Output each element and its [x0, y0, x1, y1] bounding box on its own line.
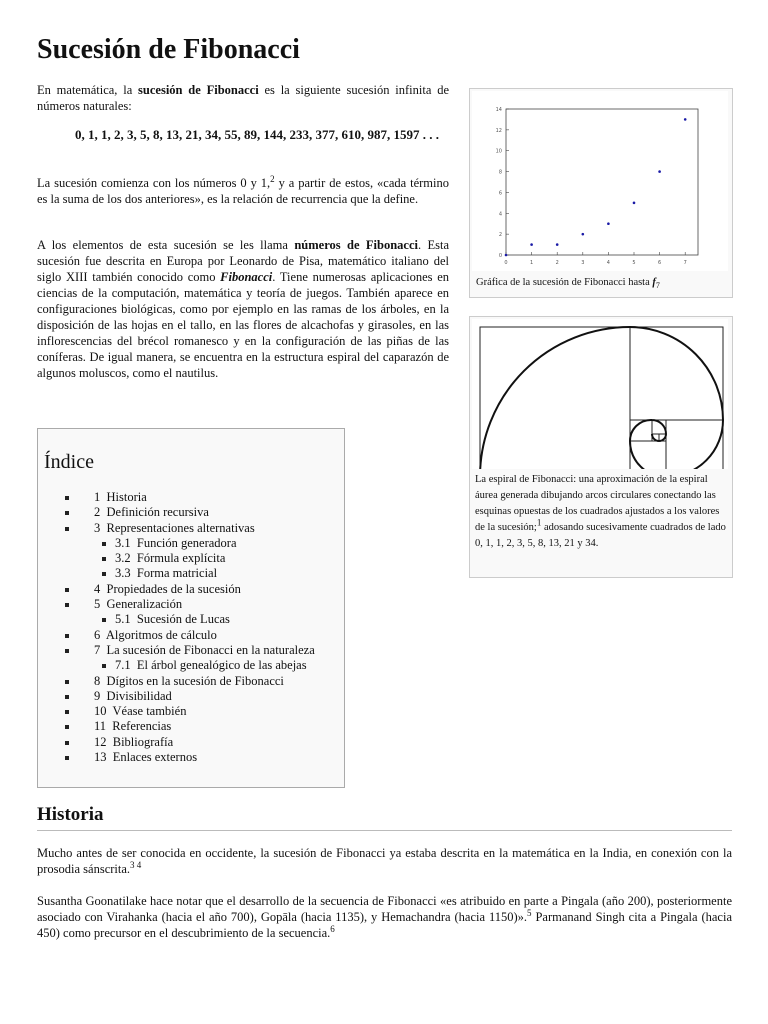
x-tick-label: 2 [555, 260, 559, 266]
toc-label: El árbol genealógico de las abejas [136, 658, 307, 673]
intro-paragraph-1: En matemática, la sucesión de Fibonacci es la siguiente sucesión infinita de números naturales: [37, 83, 449, 113]
toc-number: 11 [94, 719, 107, 734]
spiral-square-13 [630, 327, 723, 420]
toc-label: Forma matricial [136, 566, 218, 581]
x-tick-label: 3 [581, 260, 585, 266]
toc-label: Véase también [112, 704, 187, 719]
toc-label: Definición recursiva [106, 505, 209, 520]
data-point [556, 243, 559, 246]
section-heading-historia: Historia [37, 804, 104, 825]
toc-number: 3 [94, 520, 101, 535]
toc-item-3[interactable] [38, 521, 315, 536]
y-tick-label: 6 [498, 190, 502, 197]
y-tick-label: 2 [498, 232, 502, 239]
toc-item-5-1[interactable] [38, 612, 315, 627]
y-tick-label: 12 [495, 127, 502, 134]
data-point [505, 254, 508, 257]
toc-item-1[interactable] [38, 490, 315, 505]
page-title: Sucesión de Fibonacci [37, 34, 300, 65]
data-point [530, 243, 533, 246]
toc-item-9[interactable] [38, 689, 315, 704]
citation-3-4[interactable]: 3 4 [130, 859, 142, 870]
toc-item-6[interactable] [38, 628, 315, 643]
toc-label: Historia [106, 490, 147, 504]
toc-label: Fórmula explícita [136, 551, 226, 566]
intro-paragraph-2: La sucesión comienza con los números 0 y 1,$^2$ y a partir de estos, «cada término es la suma de los dos anteriores», es la relación de recurrencia que la define. [37, 173, 449, 206]
y-tick-label: 4 [498, 211, 502, 218]
toc-item-7[interactable] [38, 643, 315, 658]
toc-label: Dígitos en la sucesión de Fibonacci [106, 673, 284, 688]
toc-label: Divisibilidad [106, 688, 172, 703]
toc-label: Propiedades de la sucesión [106, 581, 241, 596]
toc-number: 2 [94, 505, 101, 520]
toc-number: 7 [94, 642, 101, 657]
section-divider [37, 830, 732, 831]
toc-title: Índice [44, 451, 94, 473]
spiral-frame[interactable] [472, 319, 728, 469]
toc-number: 3.1 [115, 535, 131, 550]
x-tick-label: 5 [632, 260, 636, 266]
spiral-square-8 [666, 420, 723, 469]
figure-2-caption: La espiral de Fibonacci: una aproximación de la espiral áurea generada dibujando arcos circulares conectando las esquinas opuestas de los cuadrados ajustados a los valores de la sucesión;$^1$ adosando sucesivamente cuadrados de lado 0, 1, 1, 2, 3, 5, 8, 13, 21 y 34. [475, 474, 726, 549]
fibonacci-scatter-chart [472, 91, 728, 271]
intro-paragraph-3: A los elementos de esta sucesión se les llama números de Fibonacci. Esta sucesión fue descrita en Europa por Leonardo de Pisa, matemático italiano del siglo XIII también conocido como Fibonacci. Tiene numerosas aplicaciones en ciencias de la computación, matemática y teoría de juegos. También aparece en configuraciones biológicas, como por ejemplo en las ramas de los árboles, en la disposición de las hojas en el tallo, en las flores de alcachofas y girasoles, en las inflorescencias del brécol romanesco y en la configuración de las piñas de las coníferas. De igual manera, se encuentra en la estructura espiral del caparazón de algunos moluscos, como el nautilus. [37, 238, 449, 380]
toc-number: 3.3 [115, 566, 131, 581]
toc-number: 7.1 [115, 658, 131, 673]
toc-item-4[interactable] [38, 582, 315, 597]
chart-axes-frame [506, 109, 698, 255]
figure-fibonacci-graph [469, 88, 733, 298]
data-point [684, 118, 687, 121]
toc-number: 5.1 [115, 612, 131, 627]
figure-1-caption: Gráfica de la sucesión de Fibonacci hasta $f_7$ [476, 277, 660, 291]
toc-number: 9 [94, 688, 101, 703]
toc-label: Generalización [106, 597, 183, 612]
data-point [658, 170, 661, 173]
spiral-square-5 [630, 441, 666, 469]
y-tick-label: 0 [498, 253, 502, 259]
toc-label: Sucesión de Lucas [136, 612, 230, 627]
data-point [607, 222, 610, 225]
citation-1[interactable]: 1 [536, 517, 542, 528]
figure-fibonacci-spiral [469, 316, 733, 578]
x-tick-label: 4 [606, 260, 610, 266]
toc-item-3-1[interactable] [38, 536, 315, 551]
toc-label: Representaciones alternativas [106, 520, 255, 535]
citation-2[interactable]: 2 [270, 173, 275, 184]
toc-number: 10 [94, 704, 107, 719]
historia-paragraph-1: Mucho antes de ser conocida en occidente, la sucesión de Fibonacci ya estaba descrita en la matemática en la India, en conexión con la prosodia sánscrita.$^{3 4}$ [37, 846, 732, 876]
toc-number: 6 [94, 627, 101, 642]
toc-label: Referencias [112, 719, 172, 734]
spiral-curve [480, 327, 723, 469]
toc-number: 5 [94, 597, 101, 612]
toc-label: Enlaces externos [112, 750, 198, 765]
y-tick-label: 14 [495, 107, 502, 113]
fibonacci-spiral-image [472, 319, 728, 469]
toc-item-3-3[interactable] [38, 566, 315, 581]
x-tick-label: 1 [530, 260, 534, 266]
historia-paragraph-2: Susantha Goonatilake hace notar que el desarrollo de la secuencia de Fibonacci «es atribuido en parte a Pingala (año 200), posteriormente asociado con Virahanka (hacia el año 700), Gopāla (hacia 1135), y Hemachandra (hacia 1150)».$^5$ Parmanand Singh cita a Pingala (hacia 450) como precursor en el descubrimiento de la secuencia.$^6$ [37, 894, 733, 940]
toc-label: Bibliografía [112, 734, 174, 749]
toc-item-10[interactable] [38, 704, 315, 719]
toc-item-5[interactable] [38, 597, 315, 612]
toc-item-11[interactable] [38, 719, 315, 734]
toc-number: 3.2 [115, 551, 131, 566]
toc-item-13[interactable] [38, 750, 315, 765]
data-point [633, 202, 636, 205]
toc-label: Algoritmos de cálculo [105, 627, 217, 642]
toc-number: 8 [94, 673, 101, 688]
toc-item-3-2[interactable] [38, 551, 315, 566]
fibonacci-sequence: 0, 1, 1, 2, 3, 5, 8, 13, 21, 34, 55, 89, 144, 233, 377, 610, 987, 1597 . . . [75, 127, 439, 142]
x-tick-label: 0 [504, 260, 508, 266]
table-of-contents [37, 428, 345, 788]
toc-label: La sucesión de Fibonacci en la naturaleza [106, 642, 315, 657]
toc-label: Función generadora [136, 535, 237, 550]
citation-6[interactable]: 6 [330, 923, 335, 934]
toc-item-7-1[interactable] [38, 658, 315, 673]
toc-item-12[interactable] [38, 735, 315, 750]
toc-number: 4 [94, 581, 101, 596]
toc-number: 12 [94, 734, 107, 749]
toc-list [38, 490, 315, 765]
chart-frame[interactable] [472, 91, 728, 271]
x-tick-label: 7 [683, 260, 687, 266]
toc-item-2[interactable] [38, 505, 315, 520]
y-tick-label: 10 [495, 148, 502, 155]
data-point [582, 233, 585, 236]
toc-number: 13 [94, 750, 107, 765]
y-tick-label: 8 [498, 169, 502, 176]
toc-item-8[interactable] [38, 674, 315, 689]
citation-5[interactable]: 5 [527, 907, 532, 918]
toc-number: 1 [94, 490, 101, 504]
x-tick-label: 6 [658, 260, 662, 266]
